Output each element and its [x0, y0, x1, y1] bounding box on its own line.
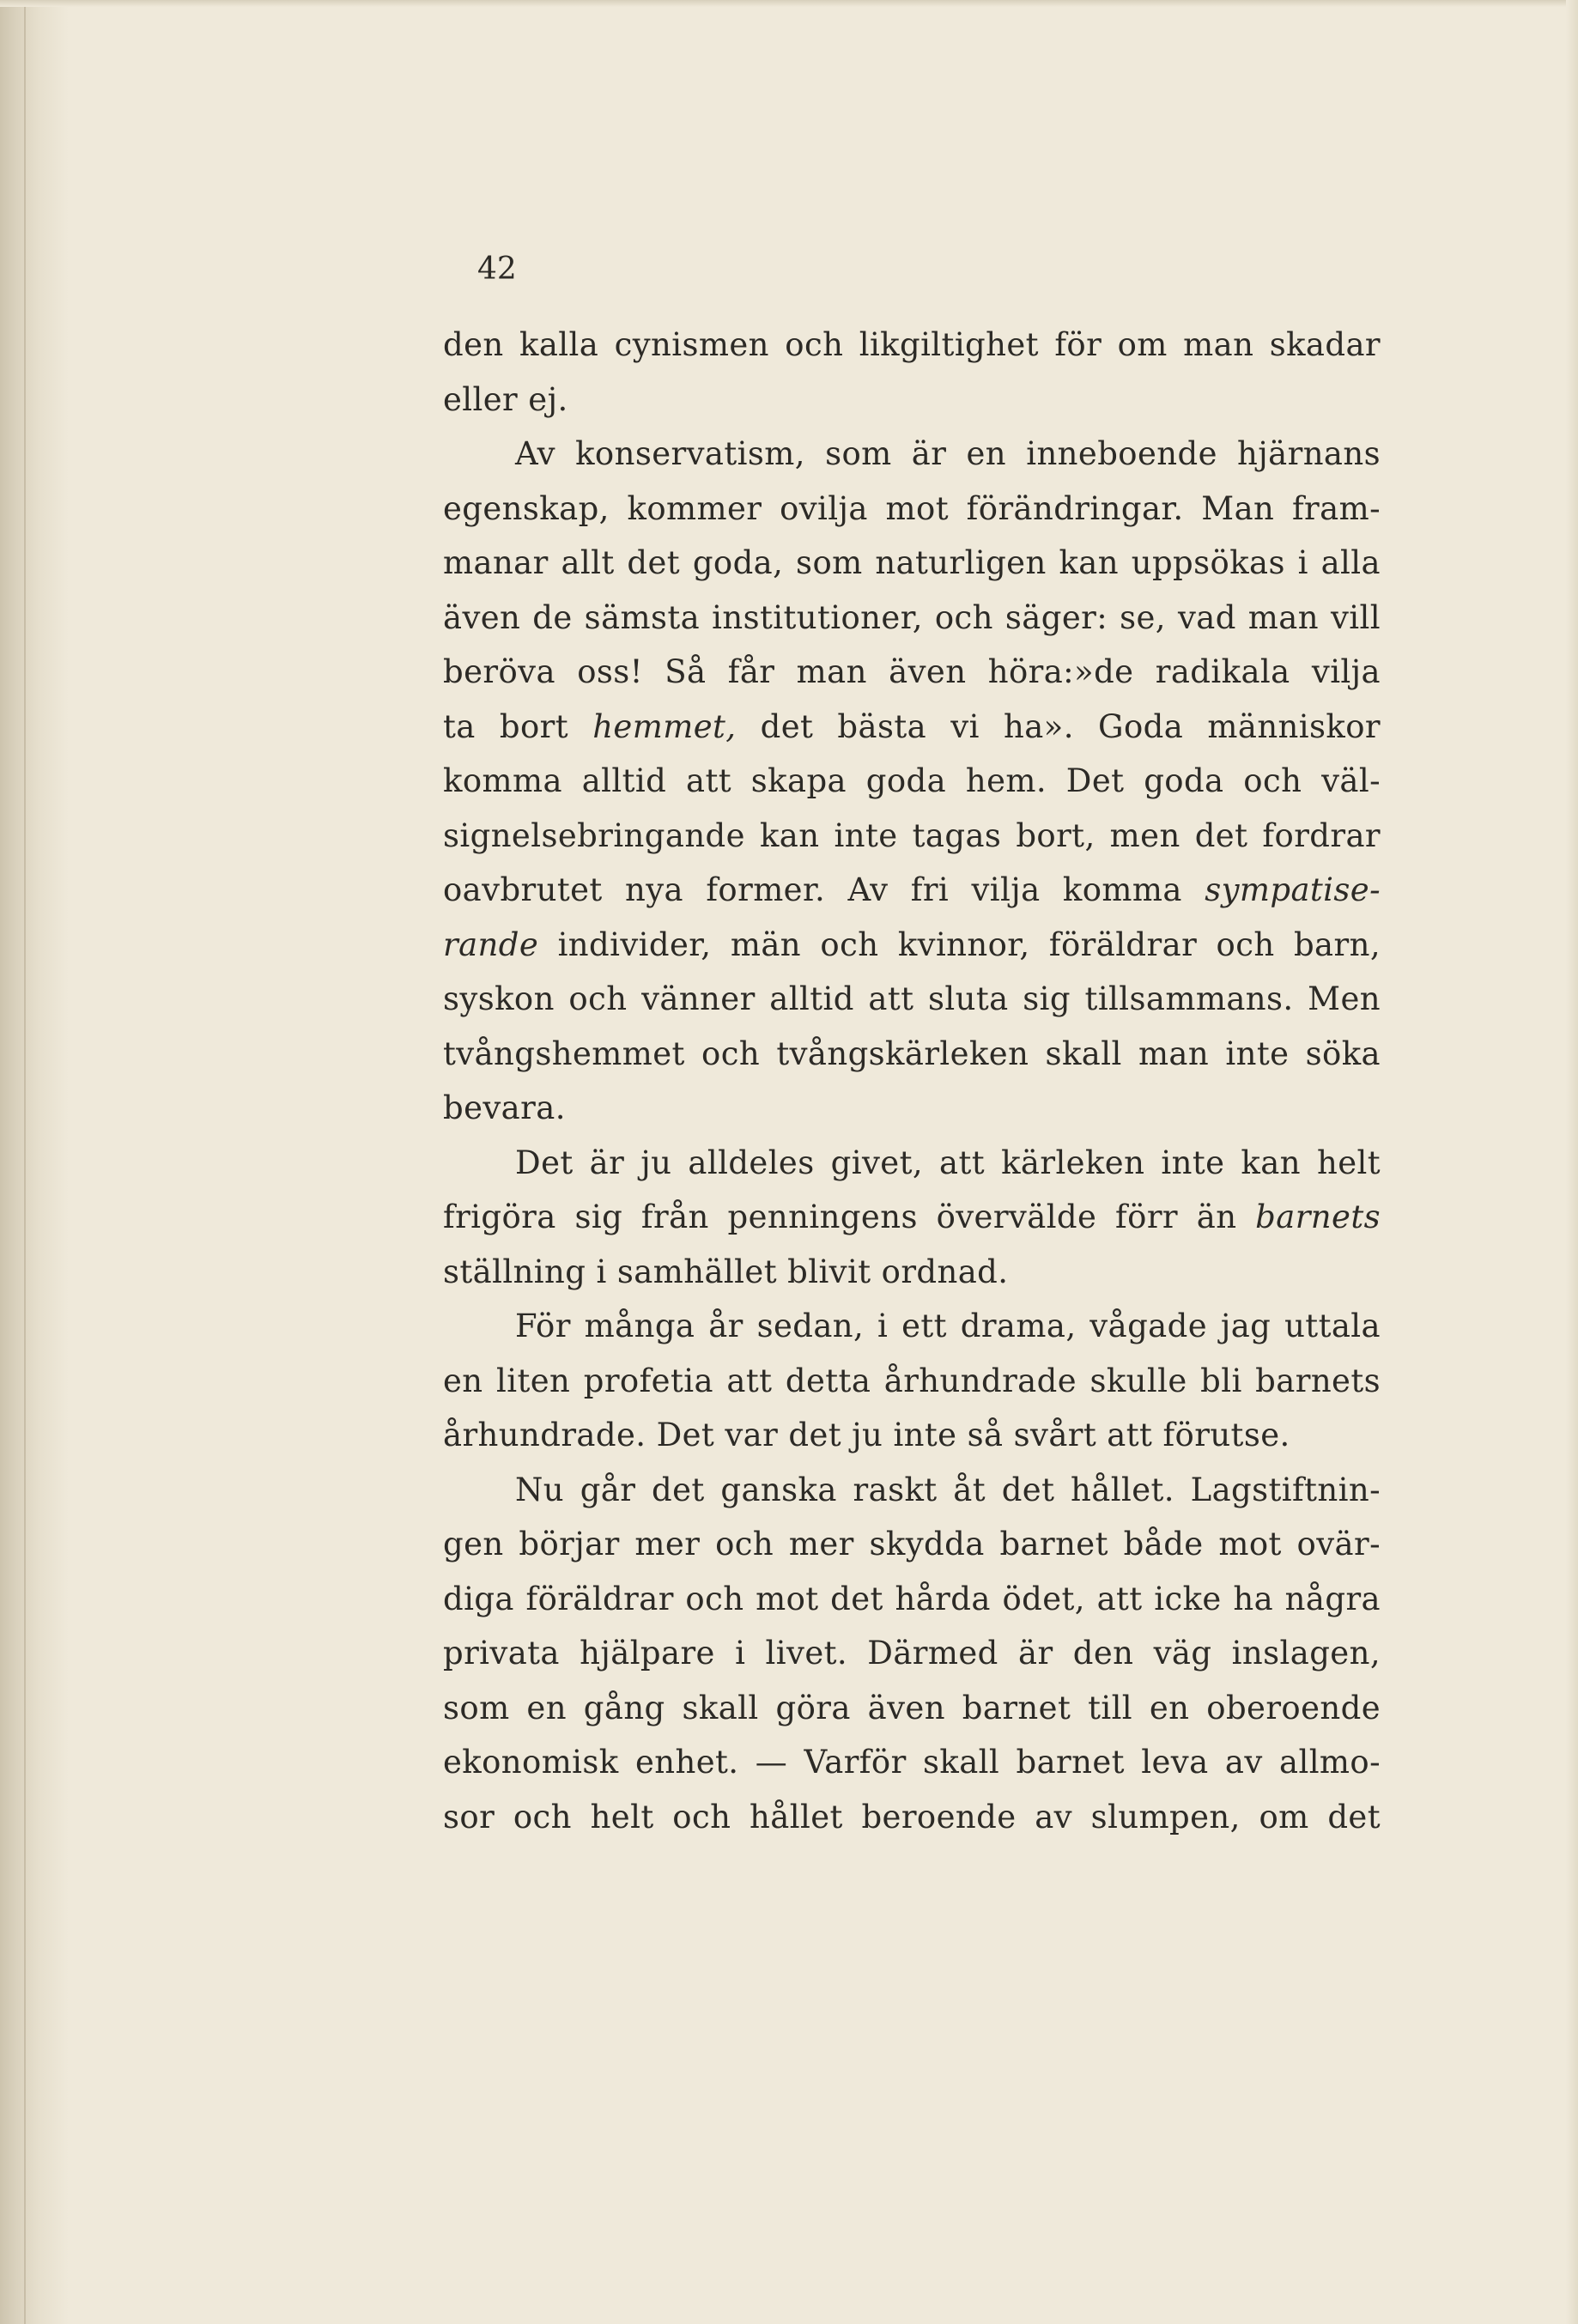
text-line: en liten profetia att detta århundrade skulle bli barnets	[443, 1362, 1381, 1399]
text-line: beröva oss! Så får man även höra:»de radikala vilja	[443, 653, 1381, 690]
text-line: tvångshemmet och tvångskärleken skall man inte söka	[443, 1035, 1381, 1072]
paragraph-start-line: Nu går det ganska raskt åt det hållet. Lagstiftnin-	[515, 1471, 1381, 1508]
line-text: ta bort	[443, 707, 593, 745]
page-number: 42	[477, 252, 517, 287]
text-line: syskon och vänner alltid att sluta sig tillsammans. Men	[443, 980, 1381, 1017]
text-line: sor och helt och hållet beroende av slumpen, om det	[443, 1798, 1381, 1836]
text-line: även de sämsta institutioner, och säger: se, vad man vill	[443, 598, 1381, 636]
text-line: den kalla cynismen och likgiltighet för om man skadar	[443, 326, 1381, 363]
text-line: privata hjälpare i livet. Därmed är den väg inslagen,	[443, 1635, 1381, 1672]
italic-word: hemmet,	[592, 707, 737, 745]
text-line: som en gång skall göra även barnet till en oberoende	[443, 1689, 1381, 1726]
italic-word: sympatise-	[1205, 871, 1381, 908]
line-text: det bästa vi ha». Goda människor	[736, 707, 1381, 745]
paragraph-start-line: För många år sedan, i ett drama, vågade jag uttala	[515, 1308, 1381, 1344]
text-line: gen börjar mer och mer skydda barnet både mot ovär-	[443, 1526, 1381, 1562]
line-text: individer, män och kvinnor, föräldrar och barn,	[538, 925, 1381, 963]
text-line: komma alltid att skapa goda hem. Det goda och väl-	[443, 762, 1381, 799]
text-line	[443, 918, 1381, 973]
text-line: ekonomisk enhet. — Varför skall barnet leva av allmo-	[443, 1744, 1381, 1781]
text-line	[443, 700, 1381, 755]
text-line: egenskap, kommer ovilja mot förändringar. Man fram-	[443, 489, 1381, 527]
text-line: bevara.	[443, 1089, 566, 1126]
text-line: ställning i samhället blivit ordnad.	[443, 1253, 1009, 1290]
page-gutter	[0, 0, 69, 2324]
text-line	[443, 1190, 1381, 1245]
text-line: diga föräldrar och mot det hårda ödet, att icke ha några	[443, 1580, 1381, 1617]
line-text: frigöra sig från penningens övervälde förr än	[443, 1198, 1256, 1235]
text-line: signelsebringande kan inte tagas bort, men det fordrar	[443, 816, 1381, 854]
italic-word: barnets	[1255, 1198, 1381, 1235]
paragraph-start-line: Av konservatism, som är en inneboende hjärnans	[515, 435, 1381, 472]
page-top-edge	[0, 0, 1578, 7]
text-line: århundrade. Det var det ju inte så svårt att förutse.	[443, 1417, 1290, 1453]
binding-line	[24, 0, 26, 2324]
page-right-edge	[1566, 0, 1578, 2324]
text-line: eller ej.	[443, 380, 568, 418]
line-text: oavbrutet nya former. Av fri vilja komma	[443, 871, 1205, 908]
paragraph-start-line: Det är ju alldeles givet, att kärleken inte kan helt	[515, 1144, 1381, 1181]
body-text	[443, 318, 1381, 1844]
italic-word: rande	[443, 925, 539, 963]
text-line	[443, 863, 1381, 918]
text-line: manar allt det goda, som naturligen kan uppsökas i alla	[443, 544, 1381, 581]
